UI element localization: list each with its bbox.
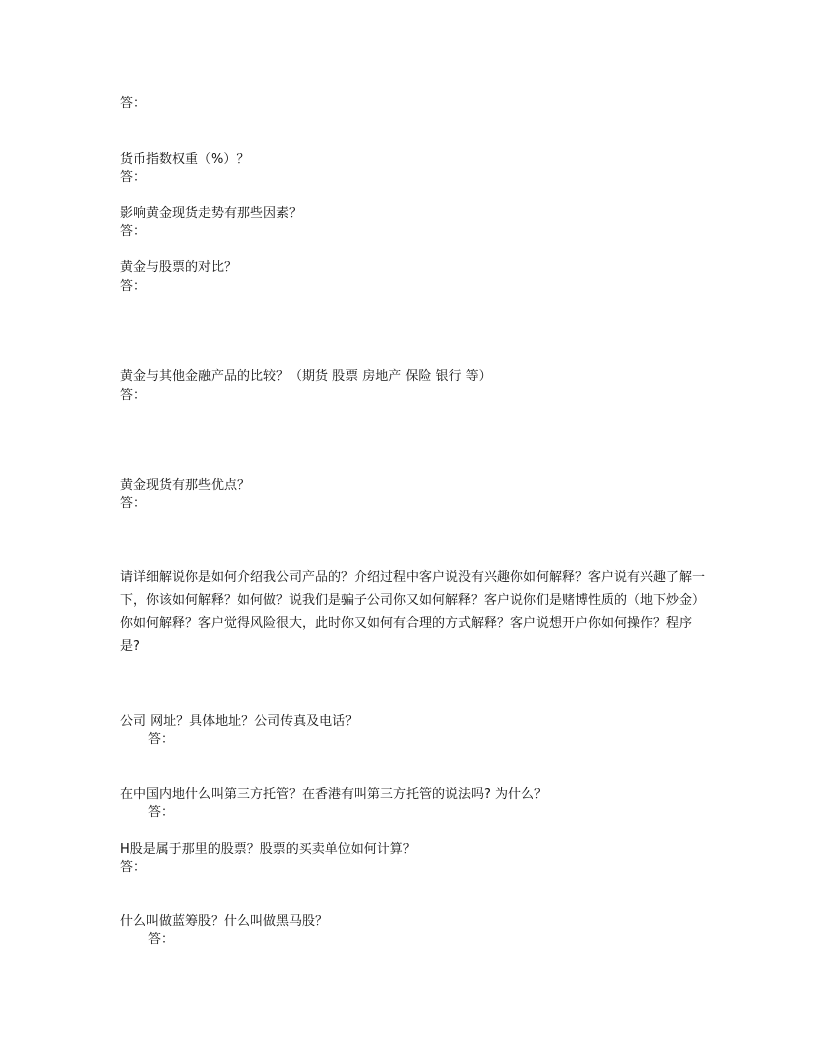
- answer-label-2: 答：: [120, 224, 147, 239]
- answer-label-10: 答：: [148, 932, 175, 947]
- answer-label-4: 答：: [120, 388, 147, 403]
- answer-label-8: 答：: [148, 805, 175, 820]
- question-h-shares: H股是属于那里的股票？股票的买卖单位如何计算？: [120, 842, 416, 857]
- question-gold-spot-factors: 影响黄金现货走势有那些因素？: [120, 206, 303, 221]
- answer-label-0: 答：: [120, 96, 147, 111]
- answer-label-5: 答：: [120, 496, 147, 511]
- question-gold-vs-stocks: 黄金与股票的对比？: [120, 260, 238, 275]
- question-product-introduction: 请详细解说你是如何介绍我公司产品的？介绍过程中客户说没有兴趣你如何解释？客户说有兴趣了解一下，你该如何解释？如何做？说我们是骗子公司你又如何解释？客户说你们是赌博性质的（地下炒金）你如何解释？客户觉得风险很大，此时你又如何有合理的方式解释？客户说想开户你如何操作？程序是?: [120, 570, 706, 654]
- question-blue-chip-dark-horse: 什么叫做蓝筹股？什么叫做黑马股？: [120, 914, 329, 929]
- question-gold-vs-other-products: 黄金与其他金融产品的比较？（期货 股票 房地产 保险 银行 等）: [120, 369, 492, 384]
- question-gold-spot-advantages: 黄金现货有那些优点？: [120, 478, 251, 493]
- answer-label-1: 答：: [120, 170, 147, 185]
- answer-label-9: 答：: [120, 860, 147, 875]
- question-third-party-custody: 在中国内地什么叫第三方托管？在香港有叫第三方托管的说法吗? 为什么？: [120, 787, 548, 802]
- question-company-info: 公司 网址？具体地址？公司传真及电话？: [120, 714, 359, 729]
- answer-label-7: 答：: [148, 732, 175, 747]
- question-currency-index-weight: 货币指数权重（%）？: [120, 152, 250, 167]
- answer-label-3: 答：: [120, 279, 147, 294]
